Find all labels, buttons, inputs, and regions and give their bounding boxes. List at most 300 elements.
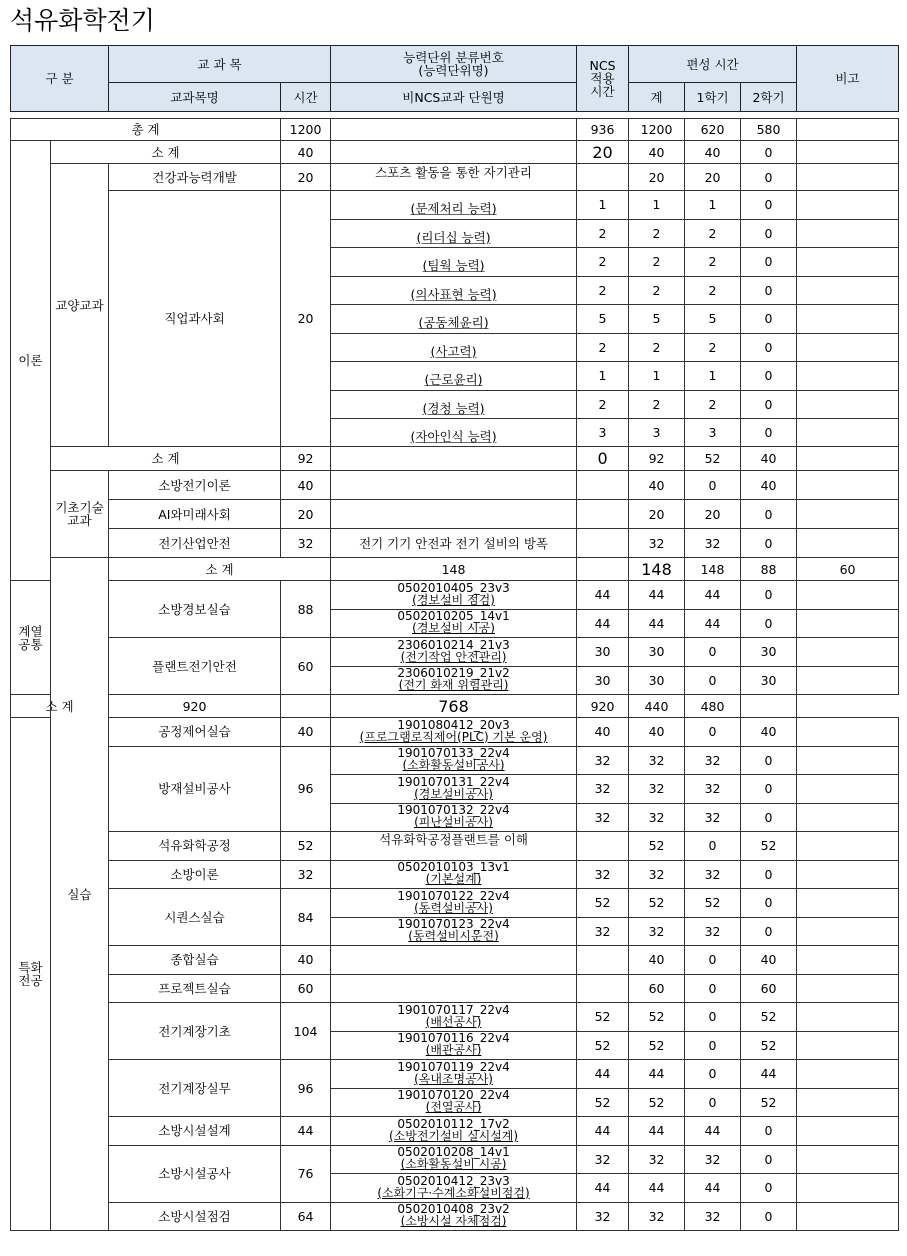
subject-cell: 프로젝트실습 — [109, 974, 281, 1003]
remark-cell — [797, 248, 899, 277]
subtotal-ncs: 0 — [577, 447, 629, 471]
subject-cell: 소방이론 — [109, 860, 281, 889]
subject-cell: 전기계장실무 — [109, 1060, 281, 1117]
unit-code: 2306010219_21v2 — [397, 666, 510, 681]
grand-total-ncs: 936 — [577, 119, 629, 141]
remark-cell — [797, 775, 899, 804]
subtotal-sem1: 40 — [685, 141, 741, 164]
ncs-hours-cell — [577, 974, 629, 1003]
subtotal-ncs: 20 — [577, 141, 629, 164]
total-hours-cell: 1 — [629, 191, 685, 220]
category-practice: 실습 — [51, 558, 109, 1231]
sem1-hours-cell: 2 — [685, 390, 741, 419]
table-row — [11, 119, 899, 141]
sem2-hours-cell: 60 — [741, 974, 797, 1003]
header-ncs — [577, 46, 629, 112]
unit-cell — [331, 889, 577, 918]
total-hours-cell: 44 — [629, 1060, 685, 1089]
subtotal-sem2: 60 — [797, 558, 899, 581]
subject-cell: 직업과사회 — [109, 191, 281, 447]
header-ncs-line3: 시간 — [590, 84, 615, 99]
sem1-hours-cell: 20 — [685, 500, 741, 529]
sem2-hours-cell: 0 — [741, 305, 797, 334]
sem1-hours-cell: 52 — [685, 889, 741, 918]
remark-cell — [797, 164, 899, 191]
ncs-hours-cell: 32 — [577, 1145, 629, 1174]
subject-cell: 소방경보실습 — [109, 581, 281, 638]
group-teukhwa: 특화전공 — [11, 718, 51, 1231]
sem2-hours-cell: 30 — [741, 638, 797, 667]
sem2-hours-cell: 0 — [741, 333, 797, 362]
unit-cell — [331, 1003, 577, 1032]
ncs-hours-cell: 44 — [577, 581, 629, 610]
hours-cell: 32 — [281, 860, 331, 889]
table-row — [11, 1060, 899, 1089]
remark-cell — [797, 746, 899, 775]
sem2-hours-cell: 0 — [741, 191, 797, 220]
unit-cell — [331, 333, 577, 362]
subject-cell: 소방시설공사 — [109, 1145, 281, 1202]
subject-cell: 시퀀스실습 — [109, 889, 281, 946]
sem1-hours-cell: 0 — [685, 638, 741, 667]
group-gyoyang: 교양교과 — [51, 164, 109, 447]
table-row — [11, 581, 899, 610]
unit-code: 0502010412_23v3 — [397, 1173, 510, 1188]
unit-cell — [331, 775, 577, 804]
hours-cell: 104 — [281, 1003, 331, 1060]
total-hours-cell: 32 — [629, 1145, 685, 1174]
unit-name: (소방전기설비 실시설계) — [388, 1128, 519, 1143]
ncs-hours-cell — [577, 946, 629, 975]
remark-cell — [797, 1145, 899, 1174]
subtotal-label: 소 계 — [109, 558, 331, 581]
unit-cell — [331, 638, 577, 667]
header-unit-group-line1: 능력단위 분류번호 — [403, 50, 504, 65]
subtotal-total: 92 — [629, 447, 685, 471]
sem1-hours-cell: 0 — [685, 1088, 741, 1117]
subject-cell: 전기산업안전 — [109, 529, 281, 558]
sem2-hours-cell: 30 — [741, 666, 797, 695]
remark-cell — [797, 333, 899, 362]
unit-name: (팀웍 능력) — [422, 258, 485, 274]
remark-cell — [797, 276, 899, 305]
ncs-hours-cell: 2 — [577, 219, 629, 248]
subtotal-ncs: 148 — [629, 558, 685, 581]
ncs-hours-cell: 30 — [577, 638, 629, 667]
sem1-hours-cell: 32 — [685, 746, 741, 775]
hours-cell: 32 — [281, 529, 331, 558]
remark-cell — [797, 946, 899, 975]
subtotal-total: 40 — [629, 141, 685, 164]
unit-cell — [331, 746, 577, 775]
subtotal-ncs: 768 — [331, 695, 577, 718]
sem1-hours-cell: 20 — [685, 164, 741, 191]
unit-code: 0502010405_23v3 — [397, 580, 510, 595]
unit-cell — [331, 609, 577, 638]
sem2-hours-cell: 0 — [741, 609, 797, 638]
sem2-hours-cell: 0 — [741, 1145, 797, 1174]
total-hours-cell: 52 — [629, 889, 685, 918]
subtotal-sem2: 40 — [741, 447, 797, 471]
subtotal-hours: 40 — [281, 141, 331, 164]
unit-code: 1901070117_22v4 — [397, 1002, 510, 1017]
sem2-hours-cell: 0 — [741, 746, 797, 775]
unit-cell — [331, 974, 577, 1003]
unit-cell — [331, 362, 577, 391]
remark-cell — [797, 419, 899, 447]
subtotal-sem2: 0 — [741, 141, 797, 164]
header-sem1: 1학기 — [685, 83, 741, 112]
sem1-hours-cell: 5 — [685, 305, 741, 334]
subtotal-remark — [741, 695, 797, 718]
sem2-hours-cell: 52 — [741, 1003, 797, 1032]
sem1-hours-cell: 32 — [685, 803, 741, 832]
header-ncs-line1: NCS — [589, 58, 616, 73]
grand-total-remark — [797, 119, 899, 141]
unit-name: (소방시설 자체점검) — [400, 1214, 507, 1229]
sem2-hours-cell: 0 — [741, 917, 797, 946]
grand-total-sem1: 620 — [685, 119, 741, 141]
unit-code: 1901070132_22v4 — [397, 803, 510, 818]
sem2-hours-cell: 0 — [741, 419, 797, 447]
sem2-hours-cell: 0 — [741, 860, 797, 889]
total-hours-cell: 2 — [629, 333, 685, 362]
header-total: 계 — [629, 83, 685, 112]
ncs-hours-cell: 44 — [577, 1117, 629, 1146]
remark-cell — [797, 889, 899, 918]
group-gichogisul-line2: 교과 — [67, 513, 92, 528]
unit-name: (프로그램로직제어(PLC) 기본 운영) — [359, 729, 548, 744]
total-hours-cell: 60 — [629, 974, 685, 1003]
sem2-hours-cell: 40 — [741, 946, 797, 975]
remark-cell — [797, 1174, 899, 1203]
sem1-hours-cell: 32 — [685, 1145, 741, 1174]
sem2-hours-cell: 0 — [741, 1174, 797, 1203]
table-row — [11, 1202, 899, 1231]
curriculum-table — [10, 118, 899, 1231]
unit-name: (소화활동설비 시공) — [400, 1157, 507, 1172]
total-hours-cell: 32 — [629, 529, 685, 558]
grand-total-total: 1200 — [629, 119, 685, 141]
unit-cell — [331, 500, 577, 529]
sem2-hours-cell: 52 — [741, 1031, 797, 1060]
sem1-hours-cell: 0 — [685, 1003, 741, 1032]
remark-cell — [797, 191, 899, 220]
sem1-hours-cell: 1 — [685, 191, 741, 220]
subtotal-label: 소 계 — [11, 695, 109, 718]
remark-cell — [797, 219, 899, 248]
table-row — [11, 1117, 899, 1146]
unit-name: (옥내조명공사) — [414, 1071, 493, 1086]
unit-name: (소화기구·수계소화설비점검) — [377, 1185, 530, 1200]
subtotal-unit — [331, 447, 577, 471]
hours-cell: 20 — [281, 191, 331, 447]
table-row — [11, 1145, 899, 1174]
unit-code: 0502010112_17v2 — [397, 1116, 510, 1131]
table-row — [11, 141, 899, 164]
unit-code: 2306010214_21v3 — [397, 637, 510, 652]
unit-cell — [331, 305, 577, 334]
sem2-hours-cell: 0 — [741, 803, 797, 832]
remark-cell — [797, 1060, 899, 1089]
subtotal-sem1: 440 — [629, 695, 685, 718]
sem1-hours-cell: 0 — [685, 1031, 741, 1060]
ncs-hours-cell — [577, 529, 629, 558]
sem2-hours-cell: 0 — [741, 889, 797, 918]
table-row — [11, 695, 899, 718]
ncs-hours-cell: 44 — [577, 609, 629, 638]
sem2-hours-cell: 0 — [741, 581, 797, 610]
category-theory: 이론 — [11, 141, 51, 581]
subject-cell: 플랜트전기안전 — [109, 638, 281, 695]
ncs-hours-cell: 32 — [577, 917, 629, 946]
total-hours-cell: 3 — [629, 419, 685, 447]
hours-cell: 40 — [281, 718, 331, 747]
subtotal-sem2: 480 — [685, 695, 741, 718]
ncs-hours-cell: 32 — [577, 775, 629, 804]
total-hours-cell: 20 — [629, 500, 685, 529]
table-row — [11, 889, 899, 918]
remark-cell — [797, 666, 899, 695]
ncs-hours-cell: 40 — [577, 718, 629, 747]
unit-code: 0502010205_14v1 — [397, 609, 510, 624]
subtotal-hours: 92 — [281, 447, 331, 471]
ncs-hours-cell: 52 — [577, 1003, 629, 1032]
table-row — [11, 946, 899, 975]
hours-cell: 20 — [281, 500, 331, 529]
sem2-hours-cell: 0 — [741, 219, 797, 248]
subtotal-sem1: 52 — [685, 447, 741, 471]
remark-cell — [797, 1003, 899, 1032]
unit-cell — [331, 666, 577, 695]
unit-code: 0502010103_13v1 — [397, 860, 510, 875]
remark-cell — [797, 390, 899, 419]
sem1-hours-cell: 2 — [685, 248, 741, 277]
remark-cell — [797, 1088, 899, 1117]
header-subject-name-cell: 교과목명 — [109, 83, 281, 112]
total-hours-cell: 52 — [629, 1003, 685, 1032]
grand-total-sem2: 580 — [741, 119, 797, 141]
unit-code: 1901070120_22v4 — [397, 1088, 510, 1103]
unit-code: 1901070133_22v4 — [397, 746, 510, 761]
sem2-hours-cell: 0 — [741, 276, 797, 305]
total-hours-cell: 2 — [629, 276, 685, 305]
ncs-hours-cell: 3 — [577, 419, 629, 447]
remark-cell — [797, 362, 899, 391]
unit-name: (근로윤리) — [424, 372, 483, 388]
sem1-hours-cell: 0 — [685, 718, 741, 747]
ncs-hours-cell: 1 — [577, 362, 629, 391]
table-row — [11, 558, 899, 581]
sem2-hours-cell: 0 — [741, 775, 797, 804]
total-hours-cell: 52 — [629, 1088, 685, 1117]
remark-cell — [797, 638, 899, 667]
hours-cell: 60 — [281, 974, 331, 1003]
unit-cell — [331, 832, 577, 861]
sem2-hours-cell: 0 — [741, 1117, 797, 1146]
sem1-hours-cell: 0 — [685, 471, 741, 500]
subtotal-remark — [797, 447, 899, 471]
subject-cell: 방재설비공사 — [109, 746, 281, 832]
ncs-hours-cell: 2 — [577, 276, 629, 305]
unit-cell — [331, 390, 577, 419]
total-hours-cell: 44 — [629, 581, 685, 610]
unit-name: (공동체윤리) — [418, 315, 489, 331]
ncs-hours-cell: 44 — [577, 1174, 629, 1203]
total-hours-cell: 32 — [629, 1202, 685, 1231]
table-row — [11, 164, 899, 191]
sem1-hours-cell: 44 — [685, 581, 741, 610]
total-hours-cell: 32 — [629, 860, 685, 889]
unit-cell — [331, 248, 577, 277]
remark-cell — [797, 581, 899, 610]
table-row — [11, 718, 899, 747]
grand-total-hours: 1200 — [281, 119, 331, 141]
remark-cell — [797, 860, 899, 889]
unit-cell — [331, 1088, 577, 1117]
header-ncs-line2: 적용 — [590, 71, 615, 86]
sem1-hours-cell: 0 — [685, 666, 741, 695]
hours-cell: 40 — [281, 471, 331, 500]
table-row — [11, 974, 899, 1003]
unit-name: (의사표현 능력) — [410, 286, 497, 302]
unit-name: (동력설비시운전) — [408, 929, 499, 944]
sem1-hours-cell: 0 — [685, 946, 741, 975]
unit-name: (문제처리 능력) — [410, 201, 497, 217]
sem1-hours-cell: 2 — [685, 276, 741, 305]
subtotal-unit — [331, 141, 577, 164]
header-sem2: 2학기 — [741, 83, 797, 112]
ncs-hours-cell: 52 — [577, 1088, 629, 1117]
sem1-hours-cell: 32 — [685, 917, 741, 946]
sem2-hours-cell: 0 — [741, 164, 797, 191]
sem1-hours-cell: 32 — [685, 775, 741, 804]
remark-cell — [797, 1117, 899, 1146]
hours-cell: 64 — [281, 1202, 331, 1231]
unit-cell — [331, 191, 577, 220]
unit-cell — [331, 471, 577, 500]
unit-code: 1901070119_22v4 — [397, 1059, 510, 1074]
unit-cell — [331, 917, 577, 946]
remark-cell — [797, 803, 899, 832]
unit-cell: 전기 기기 안전과 전기 설비의 방폭 — [331, 529, 577, 558]
group-gichogisul — [51, 471, 109, 558]
unit-name: (경보설비 점검) — [412, 592, 495, 607]
unit-cell — [331, 1117, 577, 1146]
unit-name: (자아인식 능력) — [410, 429, 497, 444]
subtotal-unit — [281, 695, 331, 718]
sem1-hours-cell: 44 — [685, 1174, 741, 1203]
remark-cell — [797, 305, 899, 334]
hours-cell: 44 — [281, 1117, 331, 1146]
header-non-ncs: 비NCS교과 단원명 — [331, 83, 577, 112]
hours-cell: 52 — [281, 832, 331, 861]
total-hours-cell: 32 — [629, 803, 685, 832]
subject-cell: AI와미래사회 — [109, 500, 281, 529]
unit-name: (배선공사) — [425, 1014, 482, 1029]
unit-name: (경청 능력) — [422, 400, 485, 416]
table-row — [11, 746, 899, 775]
ncs-hours-cell: 32 — [577, 860, 629, 889]
table-row — [11, 500, 899, 529]
unit-name: (사고력) — [430, 343, 477, 359]
ncs-hours-cell — [577, 471, 629, 500]
unit-code: 1901070122_22v4 — [397, 888, 510, 903]
unit-name: (피난설비공사) — [414, 815, 493, 830]
unit-name: 석유화학공정플랜트를 이해 — [379, 832, 528, 848]
hours-cell: 88 — [281, 581, 331, 638]
ncs-hours-cell: 2 — [577, 390, 629, 419]
subtotal-unit — [577, 558, 629, 581]
hours-cell: 96 — [281, 1060, 331, 1117]
total-hours-cell: 44 — [629, 1117, 685, 1146]
ncs-hours-cell: 30 — [577, 666, 629, 695]
unit-cell — [331, 219, 577, 248]
ncs-hours-cell: 32 — [577, 1202, 629, 1231]
header-gubun: 구 분 — [11, 46, 109, 112]
ncs-hours-cell: 2 — [577, 333, 629, 362]
remark-cell — [797, 832, 899, 861]
unit-cell — [331, 718, 577, 747]
unit-cell — [331, 946, 577, 975]
sem2-hours-cell: 0 — [741, 500, 797, 529]
unit-cell — [331, 1174, 577, 1203]
ncs-hours-cell — [577, 500, 629, 529]
total-hours-cell: 52 — [629, 1031, 685, 1060]
header-gyogwamok: 교 과 목 — [109, 46, 331, 83]
total-hours-cell: 32 — [629, 746, 685, 775]
subject-cell: 전기계장기초 — [109, 1003, 281, 1060]
subject-cell: 소방시설점검 — [109, 1202, 281, 1231]
table-row — [11, 832, 899, 861]
remark-cell — [797, 471, 899, 500]
sem2-hours-cell: 0 — [741, 1202, 797, 1231]
total-hours-cell: 40 — [629, 471, 685, 500]
unit-name: (전기작업 안전관리) — [400, 649, 507, 664]
header-pyeonseong: 편성 시간 — [629, 46, 797, 83]
remark-cell — [797, 500, 899, 529]
unit-name: (기본설계) — [425, 872, 482, 887]
sem1-hours-cell: 32 — [685, 1202, 741, 1231]
total-hours-cell: 2 — [629, 390, 685, 419]
subtotal-label: 소 계 — [51, 141, 281, 164]
hours-cell: 20 — [281, 164, 331, 191]
unit-cell — [331, 860, 577, 889]
sem2-hours-cell: 52 — [741, 1088, 797, 1117]
sem2-hours-cell: 40 — [741, 471, 797, 500]
unit-cell — [331, 1145, 577, 1174]
table-header — [10, 45, 899, 112]
total-hours-cell: 20 — [629, 164, 685, 191]
header-unit-group-line2: (능력단위명) — [418, 63, 489, 78]
unit-cell — [331, 1031, 577, 1060]
ncs-hours-cell — [577, 164, 629, 191]
grand-total-label: 총 계 — [11, 119, 281, 141]
sem2-hours-cell: 0 — [741, 362, 797, 391]
group-gyeyeol: 계열공통 — [11, 581, 51, 695]
unit-code: 1901080412_20v3 — [397, 717, 510, 732]
table-row — [11, 1003, 899, 1032]
unit-code: 0502010208_14v1 — [397, 1145, 510, 1160]
total-hours-cell: 2 — [629, 248, 685, 277]
remark-cell — [797, 917, 899, 946]
subtotal-sem1: 88 — [741, 558, 797, 581]
ncs-hours-cell — [577, 832, 629, 861]
total-hours-cell: 44 — [629, 1174, 685, 1203]
table-row — [11, 191, 899, 220]
remark-cell — [797, 718, 899, 747]
total-hours-cell: 30 — [629, 638, 685, 667]
